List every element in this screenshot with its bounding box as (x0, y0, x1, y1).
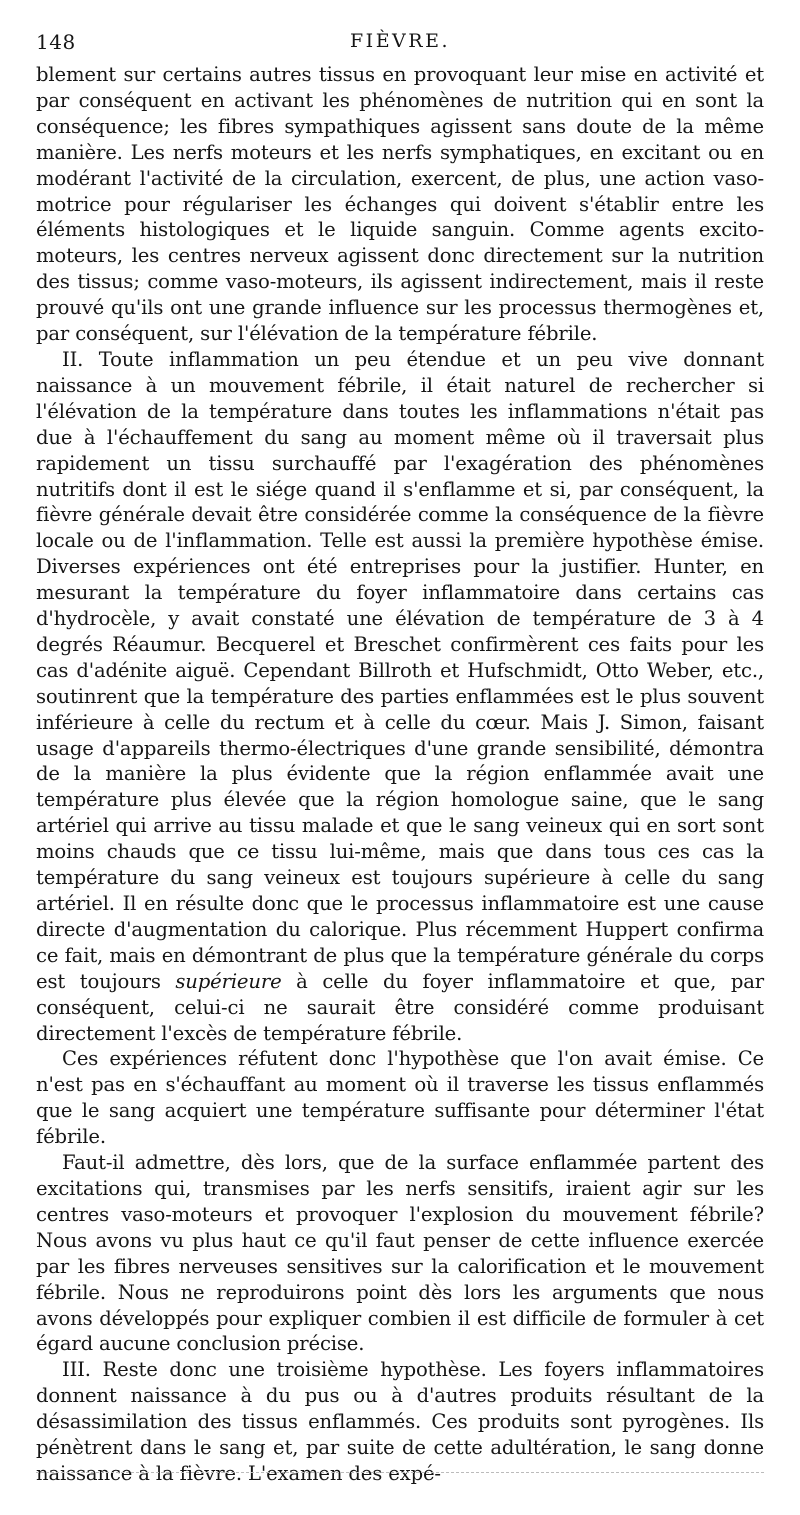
paragraph-4 (36, 1150, 764, 1357)
page-header (36, 30, 764, 56)
paragraph-2-text: II. Toute inflammation un peu étendue et un peu vive donnant naissance à un mouvement fébrile, il était naturel de rechercher si l'élévation de la température dans toutes les inflammations n'était pas due à l'échauffement du sang au moment même où il traversait plus rapidement un tissu surchauffé par l'exagération des phénomènes nutritifs dont il est le siége quand il s'enflamme et si, par conséquent, la fièvre générale devait être considérée comme la conséquence de la fièvre locale ou de l'inflammation. Telle est aussi la première hypothèse émise. Diverses expériences ont été entreprises pour la justifier. Hunter, en mesurant la température du foyer inflammatoire dans certains cas d'hydrocèle, y avait constaté une élévation de température de 3 à 4 degrés Réaumur. Becquerel et Breschet confirmèrent ces faits pour les cas d'adénite aiguë. Cependant Billroth et Hufschmidt, Otto Weber, etc., soutinrent que la température des parties enflammées est le plus souvent inférieure à celle du rectum et à celle du cœur. Mais J. Simon, faisant usage d'appareils thermo-électriques d'une grande sensibilité, démontra de la manière la plus évidente que la région enflammée avait une température plus élevée que la région homologue saine, que le sang artériel qui arrive au tissu malade et que le sang veineux qui en sort sont moins chauds que ce tissu lui-même, mais que dans tous ces cas la température du sang veineux est toujours supérieure à celle du sang artériel. Il en résulte donc que le processus inflammatoire est une cause directe d'augmentation du calorique. Plus récemment Huppert confirma ce fait, mais en démontrant de plus que la température générale du corps est toujours (36, 347, 764, 993)
paragraph-5 (36, 1357, 764, 1487)
page-number: 148 (36, 30, 76, 54)
body-text (36, 62, 764, 1487)
paragraph-1-text: blement sur certains autres tissus en provoquant leur mise en activité et par conséquent en activant les phénomènes de nutrition qui en sont la conséquence; les fibres sympathiques agissent sans doute de la même manière. Les nerfs moteurs et les nerfs symphatiques, en excitant ou en modérant l'activité de la circulation, exercent, de plus, une action vaso-motrice pour régulariser les échanges qui doivent s'établir entre les éléments histologiques et le liquide sanguin. Comme agents excito-moteurs, les centres nerveux agissent donc directement sur la nutrition des tissus; comme vaso-moteurs, ils agissent indirectement, mais il reste prouvé qu'ils ont une grande influence sur les processus thermogènes et, par conséquent, sur l'élévation de la température fébrile. (36, 63, 764, 346)
running-title: FIÈVRE. (350, 30, 450, 52)
paragraph-3 (36, 1046, 764, 1150)
paragraph-2 (36, 347, 764, 1046)
paragraph-1 (36, 62, 764, 347)
paragraph-5-text: III. Reste donc une troisième hypothèse. Les foyers inflammatoires donnent naissance à du pus ou à d'autres produits résultant de la désassimilation des tissus enflammés. Ces produits sont pyrogènes. Ils pénètrent dans le sang et, par suite de cette adultération, le sang donne naissance à la fièvre. L'examen des expé- (36, 1358, 764, 1485)
paragraph-2-emphasis: supérieure (175, 969, 282, 993)
paragraph-2-text-after: à celle du foyer inflammatoire et que, par conséquent, celui-ci ne saurait être considéré comme produisant directement l'excès de température fébrile. (36, 969, 764, 1045)
paragraph-4-text: Faut-il admettre, dès lors, que de la surface enflammée partent des excitations qui, transmises par les nerfs sensitifs, iraient agir sur les centres vaso-moteurs et provoquer l'explosion du mouvement fébrile? Nous avons vu plus haut ce qu'il faut penser de cette influence exercée par les fibres nerveuses sensitives sur la calorification et le mouvement fébrile. Nous ne reproduirons point dès lors les arguments que nous avons développés pour expliquer combien il est difficile de formuler à cet égard aucune conclusion précise. (36, 1151, 764, 1356)
bottom-rule (36, 1472, 764, 1473)
paragraph-3-text: Ces expériences réfutent donc l'hypothèse que l'on avait émise. Ce n'est pas en s'échauffant au moment où il traverse les tissus enflammés que le sang acquiert une température suffisante pour déterminer l'état fébrile. (36, 1047, 764, 1149)
